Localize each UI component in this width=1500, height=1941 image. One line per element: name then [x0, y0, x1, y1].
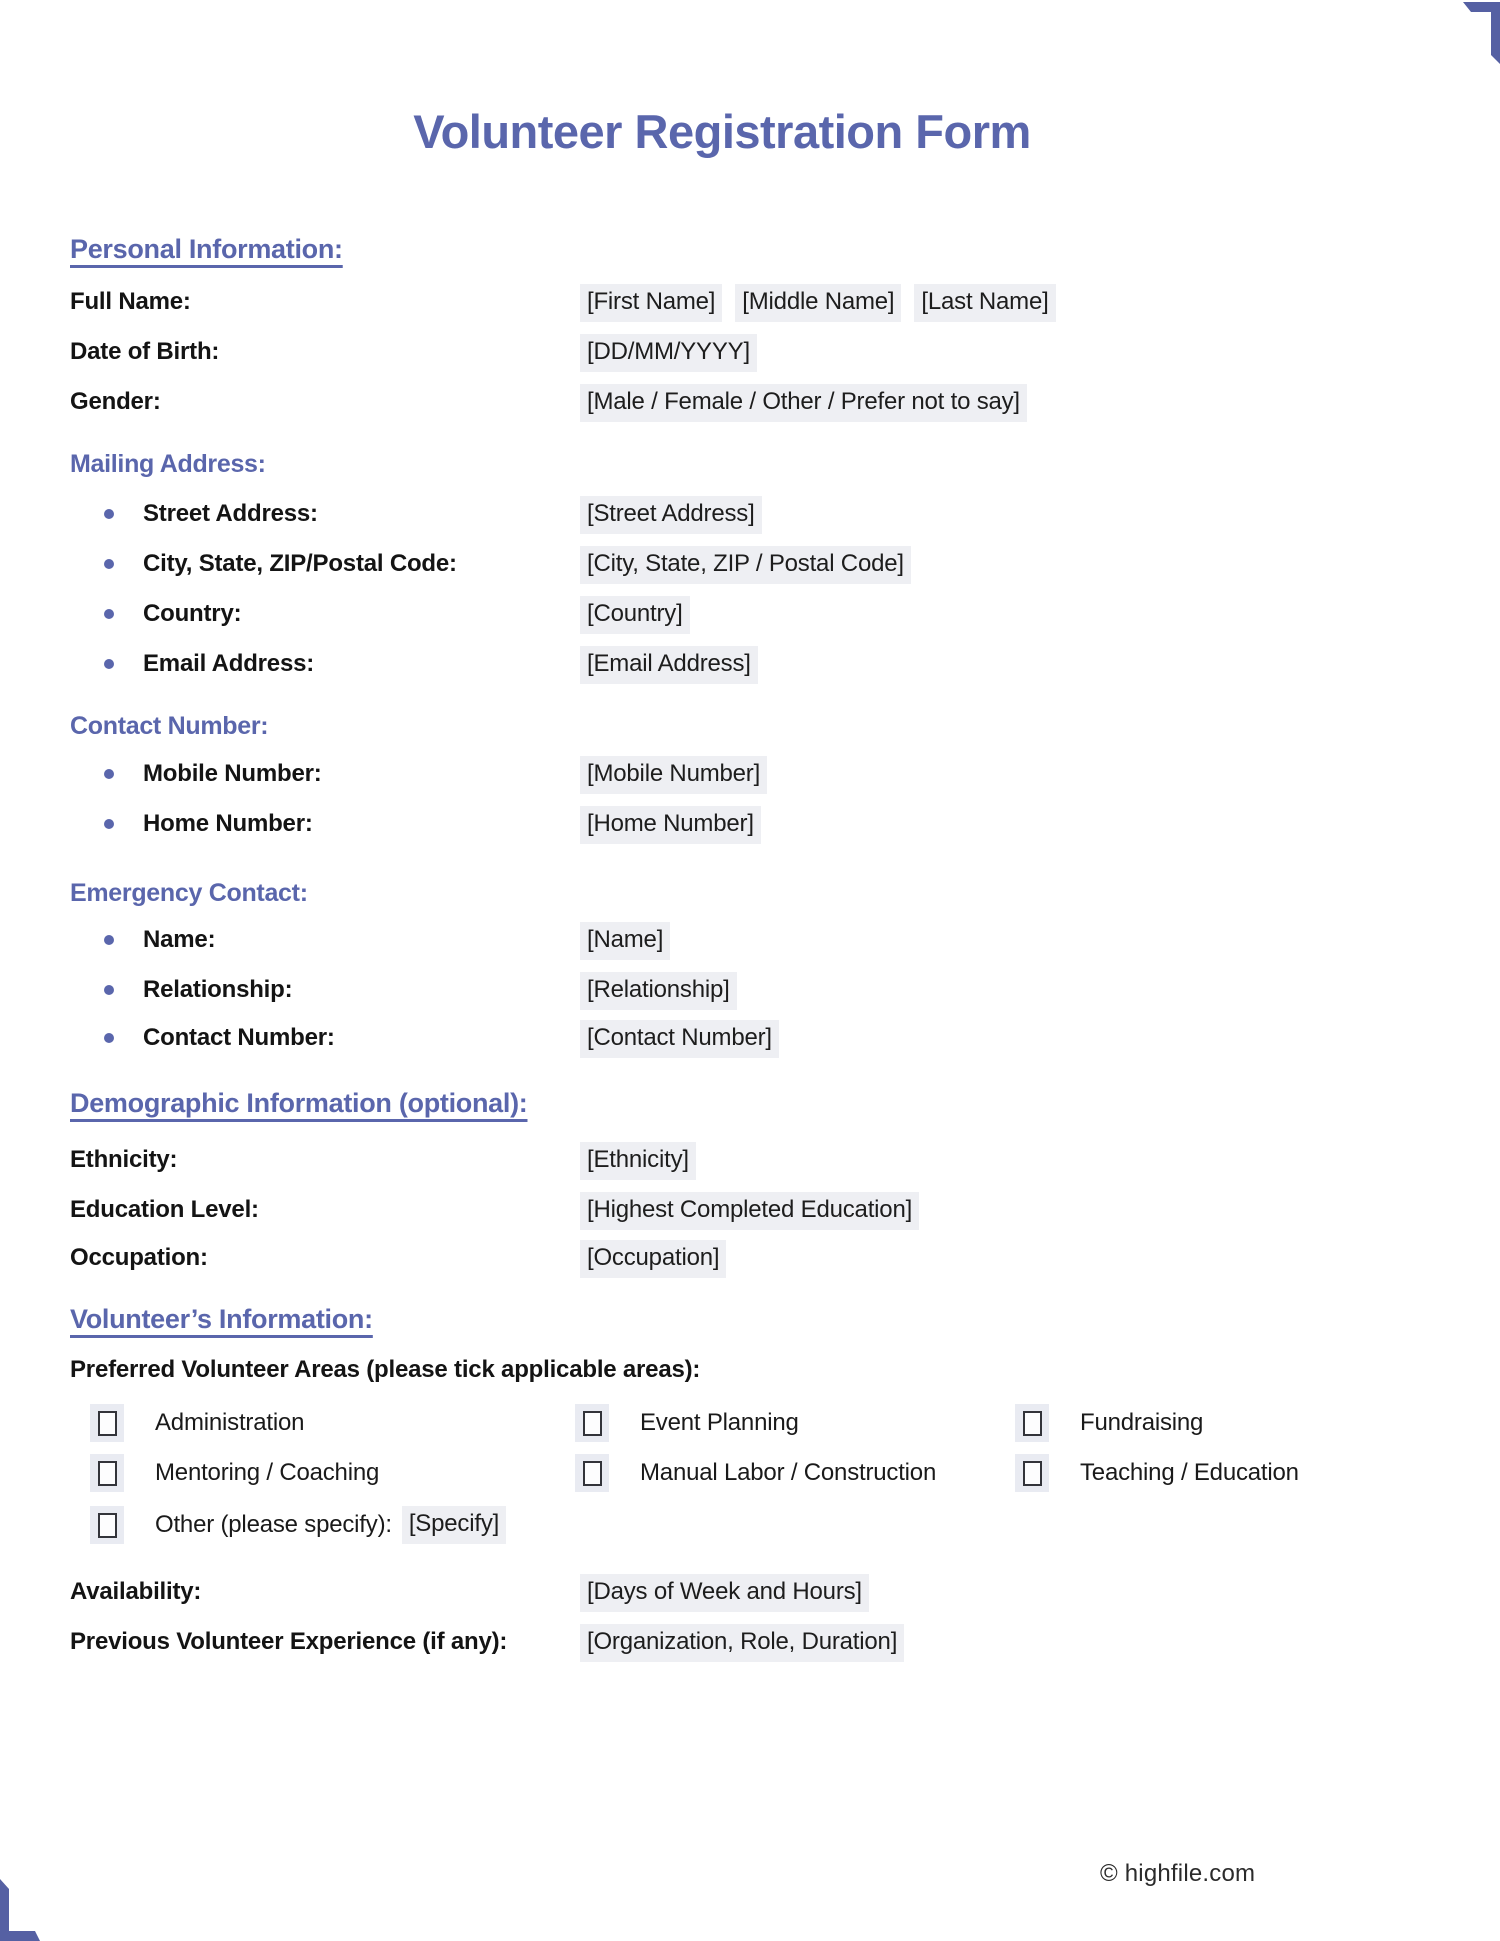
manual-labor-construction-checkbox[interactable]: [575, 1454, 609, 1492]
section-heading-demographic-information: Demographic Information (optional):: [70, 1088, 528, 1118]
administration-checkbox[interactable]: [90, 1404, 124, 1442]
field-row-emergency-relationship: [70, 972, 1450, 1010]
checkbox-glyph-icon: [98, 1411, 117, 1436]
field-row-country: [70, 596, 1450, 634]
ethnicity-placeholder[interactable]: [Ethnicity]: [580, 1142, 696, 1180]
bullet-icon: [104, 659, 114, 669]
mentoring-coaching-label: Mentoring / Coaching: [155, 1459, 380, 1486]
field-row-emergency-contact-number: [70, 1020, 1450, 1058]
section-heading-personal-information: Personal Information:: [70, 234, 343, 264]
availability-label: Availability:: [70, 1578, 202, 1605]
date-of-birth-label: Date of Birth:: [70, 338, 220, 365]
field-row-mobile-number: [70, 756, 1450, 794]
full-name-label: Full Name:: [70, 288, 191, 315]
bullet-icon: [104, 985, 114, 995]
fundraising-checkbox[interactable]: [1015, 1404, 1049, 1442]
country-placeholder[interactable]: [Country]: [580, 596, 690, 634]
email-address-placeholder[interactable]: [Email Address]: [580, 646, 758, 684]
checkbox-item-event-planning: [575, 1404, 1015, 1442]
field-row-ethnicity: [70, 1142, 1450, 1180]
ethnicity-label: Ethnicity:: [70, 1146, 178, 1173]
city-state-zip-placeholder[interactable]: [City, State, ZIP / Postal Code]: [580, 546, 911, 584]
home-number-label: Home Number:: [143, 810, 313, 837]
field-row-gender: [70, 384, 1450, 422]
bullet-icon: [104, 559, 114, 569]
emergency-relationship-placeholder[interactable]: [Relationship]: [580, 972, 737, 1010]
bullet-icon: [104, 609, 114, 619]
preferred-areas-label: Preferred Volunteer Areas (please tick applicable areas):: [70, 1356, 701, 1383]
section-heading-volunteers-information: Volunteer’s Information:: [70, 1304, 373, 1334]
checkbox-item-manual-labor-construction: [575, 1454, 1015, 1492]
administration-label: Administration: [155, 1409, 305, 1436]
manual-labor-construction-label: Manual Labor / Construction: [640, 1459, 937, 1486]
field-row-full-name: [70, 284, 1450, 322]
other-checkbox[interactable]: [90, 1506, 124, 1544]
emergency-contact-number-label: Contact Number:: [143, 1024, 335, 1051]
home-number-placeholder[interactable]: [Home Number]: [580, 806, 761, 844]
corner-decoration-bottom-left-icon: [0, 1879, 40, 1941]
checkbox-glyph-icon: [1023, 1461, 1042, 1486]
checkbox-row-other: [90, 1506, 506, 1544]
occupation-label: Occupation:: [70, 1244, 208, 1271]
bullet-icon: [104, 935, 114, 945]
bullet-icon: [104, 509, 114, 519]
city-state-zip-label: City, State, ZIP/Postal Code:: [143, 550, 457, 577]
field-row-city-state-zip: [70, 546, 1450, 584]
bullet-icon: [104, 1033, 114, 1043]
field-row-occupation: [70, 1240, 1450, 1278]
checkbox-item-administration: [90, 1404, 575, 1442]
field-row-availability: [70, 1574, 1450, 1612]
mobile-number-placeholder[interactable]: [Mobile Number]: [580, 756, 767, 794]
country-label: Country:: [143, 600, 242, 627]
checkbox-glyph-icon: [1023, 1411, 1042, 1436]
date-of-birth-placeholder[interactable]: [DD/MM/YYYY]: [580, 334, 757, 372]
field-row-street-address: [70, 496, 1450, 534]
field-row-date-of-birth: [70, 334, 1450, 372]
field-row-education-level: [70, 1192, 1450, 1230]
page-title: Volunteer Registration Form: [413, 105, 1031, 158]
checkbox-item-fundraising: [1015, 1404, 1203, 1442]
subheading-mailing-address: Mailing Address:: [70, 450, 266, 478]
gender-label: Gender:: [70, 388, 161, 415]
gender-placeholder[interactable]: [Male / Female / Other / Prefer not to say]: [580, 384, 1027, 422]
subheading-contact-number: Contact Number:: [70, 712, 269, 740]
availability-placeholder[interactable]: [Days of Week and Hours]: [580, 1574, 869, 1612]
checkbox-row-1: [90, 1404, 1203, 1442]
checkbox-row-2: [90, 1454, 1299, 1492]
education-level-placeholder[interactable]: [Highest Completed Education]: [580, 1192, 919, 1230]
mentoring-coaching-checkbox[interactable]: [90, 1454, 124, 1492]
occupation-placeholder[interactable]: [Occupation]: [580, 1240, 726, 1278]
emergency-contact-number-placeholder[interactable]: [Contact Number]: [580, 1020, 779, 1058]
emergency-name-placeholder[interactable]: [Name]: [580, 922, 670, 960]
fundraising-label: Fundraising: [1080, 1409, 1204, 1436]
checkbox-glyph-icon: [583, 1411, 602, 1436]
street-address-placeholder[interactable]: [Street Address]: [580, 496, 762, 534]
previous-experience-label: Previous Volunteer Experience (if any):: [70, 1628, 508, 1655]
bullet-icon: [104, 769, 114, 779]
checkbox-item-teaching-education: [1015, 1454, 1299, 1492]
bullet-icon: [104, 819, 114, 829]
email-address-label: Email Address:: [143, 650, 315, 677]
field-row-emergency-name: [70, 922, 1450, 960]
field-row-previous-experience: [70, 1624, 1450, 1662]
emergency-relationship-label: Relationship:: [143, 976, 293, 1003]
checkbox-item-mentoring-coaching: [90, 1454, 575, 1492]
field-row-email-address: [70, 646, 1450, 684]
footer-copyright: © highfile.com: [1100, 1860, 1256, 1887]
emergency-name-label: Name:: [143, 926, 216, 953]
event-planning-label: Event Planning: [640, 1409, 799, 1436]
previous-experience-placeholder[interactable]: [Organization, Role, Duration]: [580, 1624, 904, 1662]
subheading-emergency-contact: Emergency Contact:: [70, 879, 308, 907]
middle-name-placeholder[interactable]: [Middle Name]: [735, 284, 901, 322]
field-row-home-number: [70, 806, 1450, 844]
last-name-placeholder[interactable]: [Last Name]: [914, 284, 1055, 322]
teaching-education-checkbox[interactable]: [1015, 1454, 1049, 1492]
checkbox-item-other: [90, 1506, 506, 1544]
other-specify-placeholder[interactable]: [Specify]: [402, 1506, 506, 1544]
checkbox-glyph-icon: [98, 1513, 117, 1538]
corner-decoration-top-right-icon: [1458, 2, 1500, 64]
education-level-label: Education Level:: [70, 1196, 259, 1223]
mobile-number-label: Mobile Number:: [143, 760, 322, 787]
other-label: Other (please specify):: [155, 1511, 392, 1538]
teaching-education-label: Teaching / Education: [1080, 1459, 1299, 1486]
checkbox-glyph-icon: [583, 1461, 602, 1486]
first-name-placeholder[interactable]: [First Name]: [580, 284, 722, 322]
event-planning-checkbox[interactable]: [575, 1404, 609, 1442]
street-address-label: Street Address:: [143, 500, 318, 527]
checkbox-glyph-icon: [98, 1461, 117, 1486]
